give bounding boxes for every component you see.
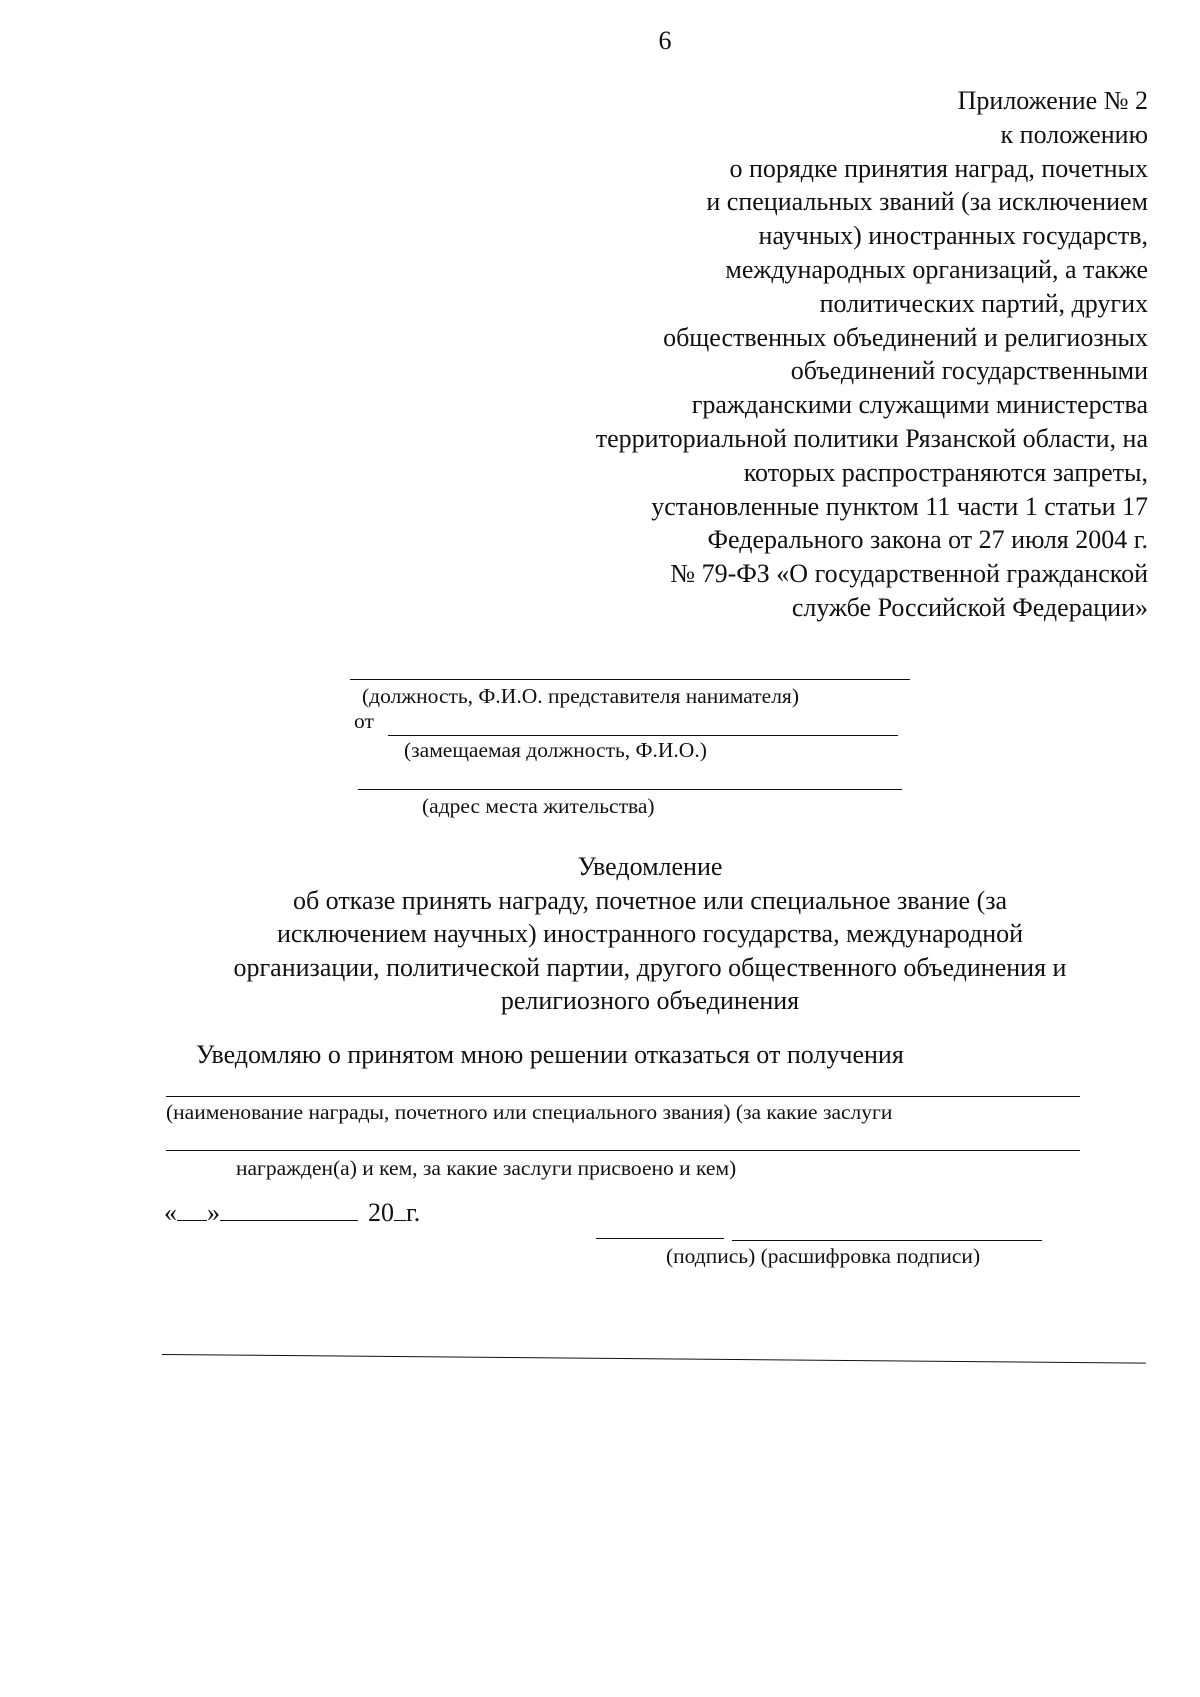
signature-fill-line[interactable] (596, 1238, 724, 1239)
appendix-line: № 79-ФЗ «О государственной гражданской (670, 559, 1148, 589)
appendix-line: международных организаций, а также (725, 254, 1148, 284)
merit-fill-line[interactable] (166, 1150, 1080, 1151)
bottom-separator-line (162, 1354, 1146, 1364)
from-fill-line[interactable] (388, 735, 898, 736)
year-prefix: 20 (368, 1198, 394, 1227)
appendix-line: установленные пунктом 11 части 1 статьи 17 (651, 491, 1148, 521)
award-fill-line[interactable] (166, 1096, 1080, 1097)
appendix-line: службе Российской Федерации» (791, 592, 1148, 622)
appendix-line: Федерального закона от 27 июля 2004 г. (707, 525, 1148, 555)
address-caption: (адрес места жительства) (422, 794, 655, 818)
notice-title: Уведомление (577, 852, 723, 881)
appendix-line: о порядке принятия наград, почетных (729, 153, 1148, 183)
date-field (164, 1198, 420, 1228)
open-quote: « (164, 1198, 177, 1227)
notice-body: Уведомляю о принятом мною решении отказаться от получения (196, 1040, 904, 1069)
appendix-line: которых распространяются запреты, (743, 457, 1148, 487)
notice-subtitle-line: об отказе принять награду, почетное или специальное звание (за (292, 885, 1008, 915)
appendix-line: гражданскими служащими министерства (691, 390, 1148, 420)
notice-subtitle-line: организации, политической партии, другого общественного объединения и (233, 952, 1067, 982)
appendix-line: Приложение № 2 (957, 86, 1148, 115)
appendix-line: объединений государственными (790, 356, 1148, 386)
appendix-header (480, 84, 1148, 625)
appendix-line: научных) иностранных государств, (758, 221, 1148, 251)
employer-fill-line[interactable] (350, 679, 910, 680)
signature-caption: (подпись) (расшифровка подписи) (666, 1244, 981, 1268)
close-quote: » (207, 1198, 220, 1227)
appendix-line: к положению (1000, 119, 1148, 149)
day-fill[interactable] (177, 1198, 207, 1221)
position-caption: (замещаемая должность, Ф.И.О.) (404, 738, 707, 762)
year-suffix: г. (406, 1198, 421, 1227)
award-caption-continued: награжден(а) и кем, за какие заслуги присвоено и кем) (236, 1156, 737, 1180)
award-caption: (наименование награды, почетного или специального звания) (за какие заслуги (166, 1100, 893, 1124)
month-fill[interactable] (220, 1198, 358, 1221)
appendix-line: территориальной политики Рязанской области, на (595, 423, 1148, 453)
notice-subtitle-line: исключением научных) иностранного государства, международной (276, 919, 1024, 948)
signature-decode-fill-line[interactable] (732, 1240, 1042, 1241)
employer-caption: (должность, Ф.И.О. представителя нанимателя) (362, 684, 799, 708)
appendix-line: общественных объединений и религиозных (663, 322, 1148, 352)
from-label: от (354, 709, 374, 733)
notice-subtitle-line: религиозного объединения (500, 986, 800, 1015)
appendix-line: и специальных званий (за исключением (706, 187, 1148, 217)
address-fill-line[interactable] (358, 789, 902, 790)
appendix-line: политических партий, других (819, 288, 1148, 318)
page-number: 6 (658, 26, 672, 55)
notice-heading (150, 850, 1150, 1018)
year-fill[interactable] (394, 1198, 406, 1221)
